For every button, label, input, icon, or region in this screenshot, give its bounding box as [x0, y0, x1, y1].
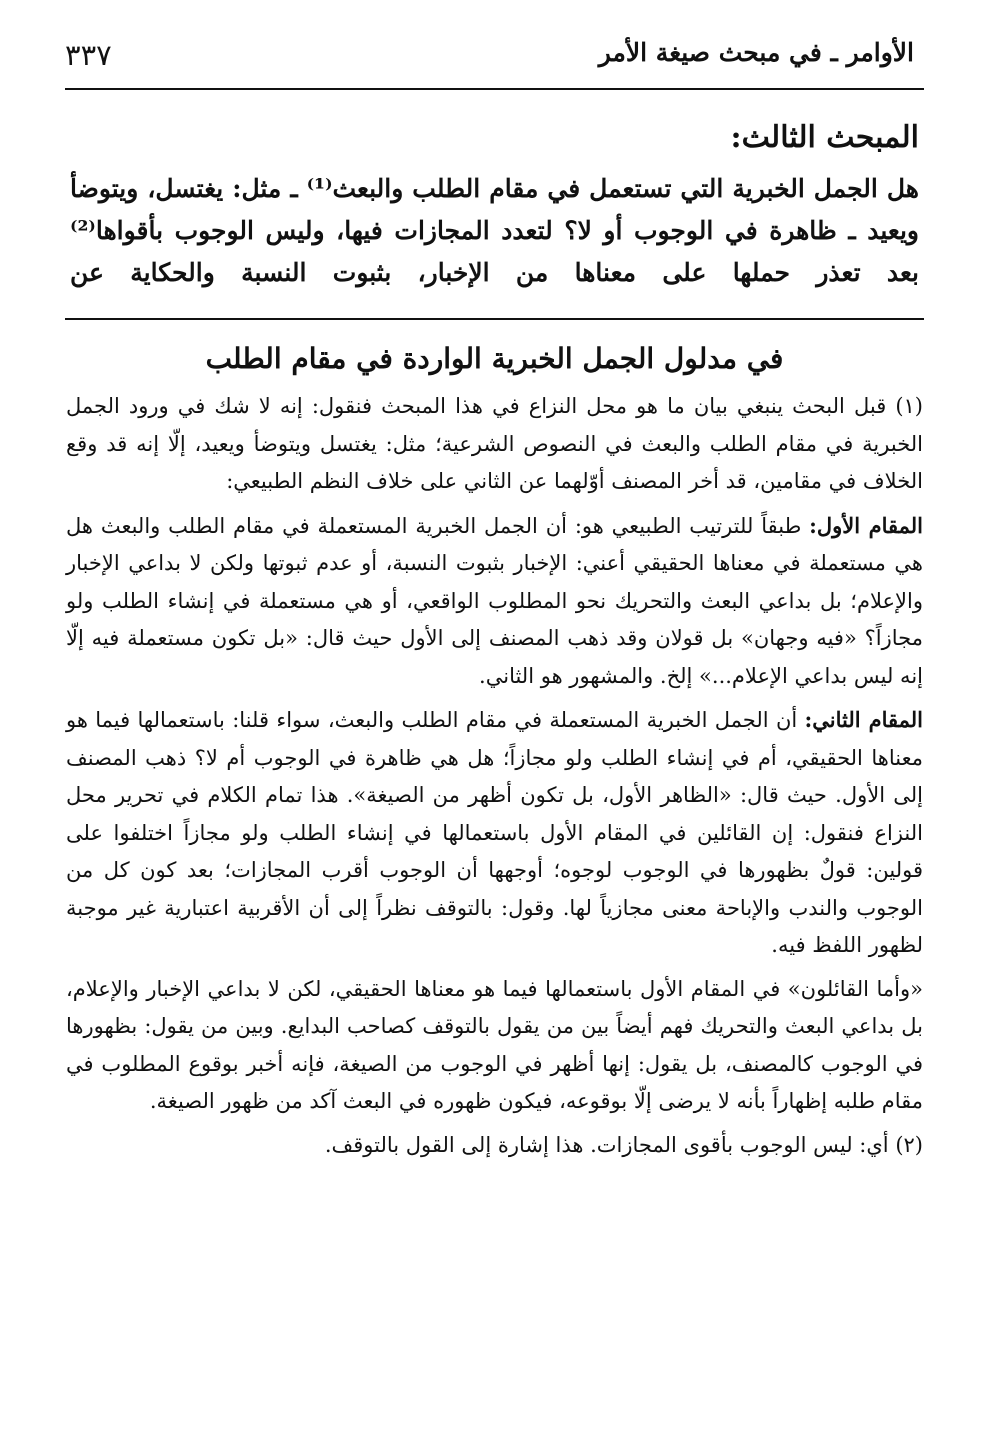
note-text: (٢) أي: ليس الوجوب بأقوى المجازات. هذا إشارة إلى القول بالتوقف.	[324, 1132, 923, 1157]
commentary-block	[66, 334, 923, 1170]
section-heading: المبحث الثالث:	[730, 120, 919, 155]
note-lead: المقام الأول:	[809, 512, 924, 538]
text-commentary-divider	[65, 318, 924, 320]
note-first-position	[66, 507, 923, 696]
note-lead: المقام الثاني:	[804, 707, 923, 732]
commentary-title: في مدلول الجمل الخبرية الواردة في مقام الطلب	[205, 342, 784, 375]
page-header	[65, 38, 914, 88]
note-text: (١) قبل البحث ينبغي بيان ما هو محل النزاع في هذا المبحث فنقول: إنه لا شك في ورود الجمل الخبرية في مقام الطلب والبعث في النصوص الشرعية؛ مثل: يغتسل ويتوضأ ويعيد، إلّا إنه قد وقع الخلاف في مقامين، قد أخر المصنف أوّلهما عن الثاني على خلاف النظم الطبيعي:	[66, 394, 923, 493]
note-second-position	[66, 701, 923, 965]
note-proponents	[66, 971, 923, 1121]
note-text: أن الجمل الخبرية المستعملة في مقام الطلب والبعث، سواء قلنا: باستعمالها فيما هو معناها الحقيقي، أم في إنشاء الطلب ولو مجازاً؛ هل هي ظاهرة في الوجوب أم لا؟ ذهب المصنف إلى الأول. حيث قال: «الظاهر الأول، بل تكون أظهر من الصيغة». هذا تمام الكلام في تحرير محل النزاع فنقول: إن القائلين في المقام الأول باستعمالها في إنشاء الطلب ولو مجازاً اختلفوا على قولين: قولٌ بظهورها في الوجوب لوجوه؛ أوجهها أن الوجوب أقرب المجازات؛ بعد كون كل من الوجوب والندب والإباحة معنى مجازياً لها. وقول: بالتوقف نظراً إلى أن الأقربية اعتبارية غير موجبة لظهور اللفظ فيه.	[66, 708, 923, 957]
main-paragraph: هل الجمل الخبرية التي تستعمل في مقام الطلب والبعث⁽¹⁾ ـ مثل: يغتسل، ويتوضأ ويعيد ـ ظاهرة في الوجوب أو لا؟ لتعدد المجازات فيها، وليس الوجوب بأقواها⁽²⁾ بعد تعذر حملها على معناها من الإخبار، بثبوت النسبة والحكاية عن	[70, 174, 919, 287]
running-title: الأوامر ـ في مبحث صيغة الأمر	[598, 38, 914, 67]
page-number: ٣٣٧	[65, 38, 112, 72]
main-text-block	[70, 114, 919, 294]
header-divider	[65, 88, 924, 90]
note-text: طبقاً للترتيب الطبيعي هو: أن الجمل الخبرية المستعملة في مقام الطلب والبعث هل هي مستعملة في معناها الحقيقي أعني: الإخبار بثبوت النسبة، أو عدم ثبوتها ولكن لا بداعي الإخبار والإعلام؛ بل بداعي البعث والتحريك نحو المطلوب الواقعي، أو هي مستعملة في إنشاء الطلب ولو مجازاً؟ «فيه وجهان» بل قولان وقد ذهب المصنف إلى الأول حيث قال: «بل تكون مستعملة فيه إلّا إنه ليس بداعي الإعلام...» إلخ. والمشهور هو الثاني.	[66, 513, 923, 688]
note-2	[66, 1127, 923, 1165]
note-text: «وأما القائلون» في المقام الأول باستعمالها فيما هو معناها الحقيقي، لكن لا بداعي الإخبار والإعلام، بل بداعي البعث والتحريك فهم أيضاً بين من يقول بالتوقف كصاحب البدايع. وبين من يقول: بظهورها في الوجوب كالمصنف، بل يقول: إنها أظهر في الوجوب من الصيغة، فإنه أخبر بوقوع المطلوب في مقام طلبه إظهاراً بأنه لا يرضى إلّا بوقوعه، فيكون ظهوره في البعث آكد من ظهور الصيغة.	[66, 976, 923, 1113]
note-1-intro	[66, 388, 923, 501]
